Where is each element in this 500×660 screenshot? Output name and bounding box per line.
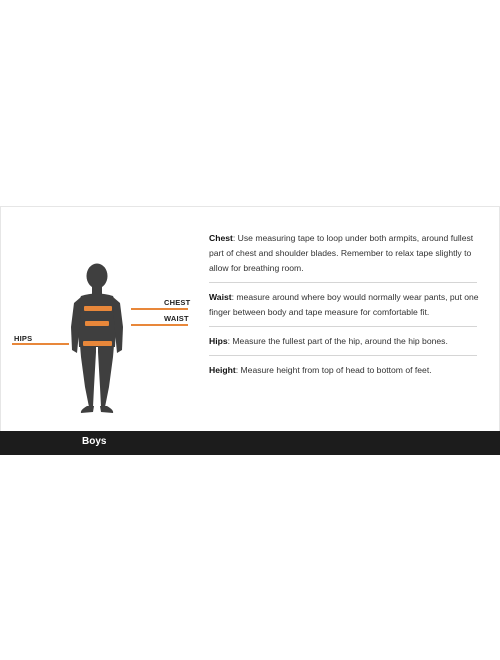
- chest-term: Chest: [209, 233, 233, 243]
- divider: [209, 355, 477, 356]
- chest-label: CHEST: [164, 298, 191, 307]
- waist-tape-band: [85, 321, 109, 326]
- divider: [209, 326, 477, 327]
- height-instruction: [209, 363, 479, 378]
- hips-label: HIPS: [14, 334, 33, 343]
- hips-tape-band: [83, 341, 112, 346]
- waist-instruction: [209, 290, 479, 320]
- footer-bar: [0, 431, 500, 455]
- figure-area: [1, 207, 201, 432]
- waist-term: Waist: [209, 292, 232, 302]
- waist-pointer-line: [131, 324, 188, 326]
- hips-term: Hips: [209, 336, 228, 346]
- chest-pointer-line: [131, 308, 188, 310]
- size-guide-card: [0, 206, 500, 455]
- chest-text: : Use measuring tape to loop under both armpits, around fullest part of chest and shoulder blades. Remember to relax tape slightly to allow for breathing room.: [209, 233, 474, 273]
- waist-text: : measure around where boy would normally wear pants, put one finger between body and tape measure for comfortable fit.: [209, 292, 479, 317]
- divider: [209, 282, 477, 283]
- height-text: : Measure height from top of head to bottom of feet.: [235, 365, 432, 375]
- footer-title: Boys: [82, 436, 107, 447]
- hips-text: : Measure the fullest part of the hip, around the hip bones.: [227, 336, 448, 346]
- hips-instruction: [209, 334, 479, 349]
- waist-label: WAIST: [164, 314, 189, 323]
- hips-pointer-line: [12, 343, 69, 345]
- chest-instruction: [209, 231, 479, 276]
- chest-tape-band: [84, 306, 112, 311]
- instructions-panel: [209, 231, 479, 378]
- height-term: Height: [209, 365, 236, 375]
